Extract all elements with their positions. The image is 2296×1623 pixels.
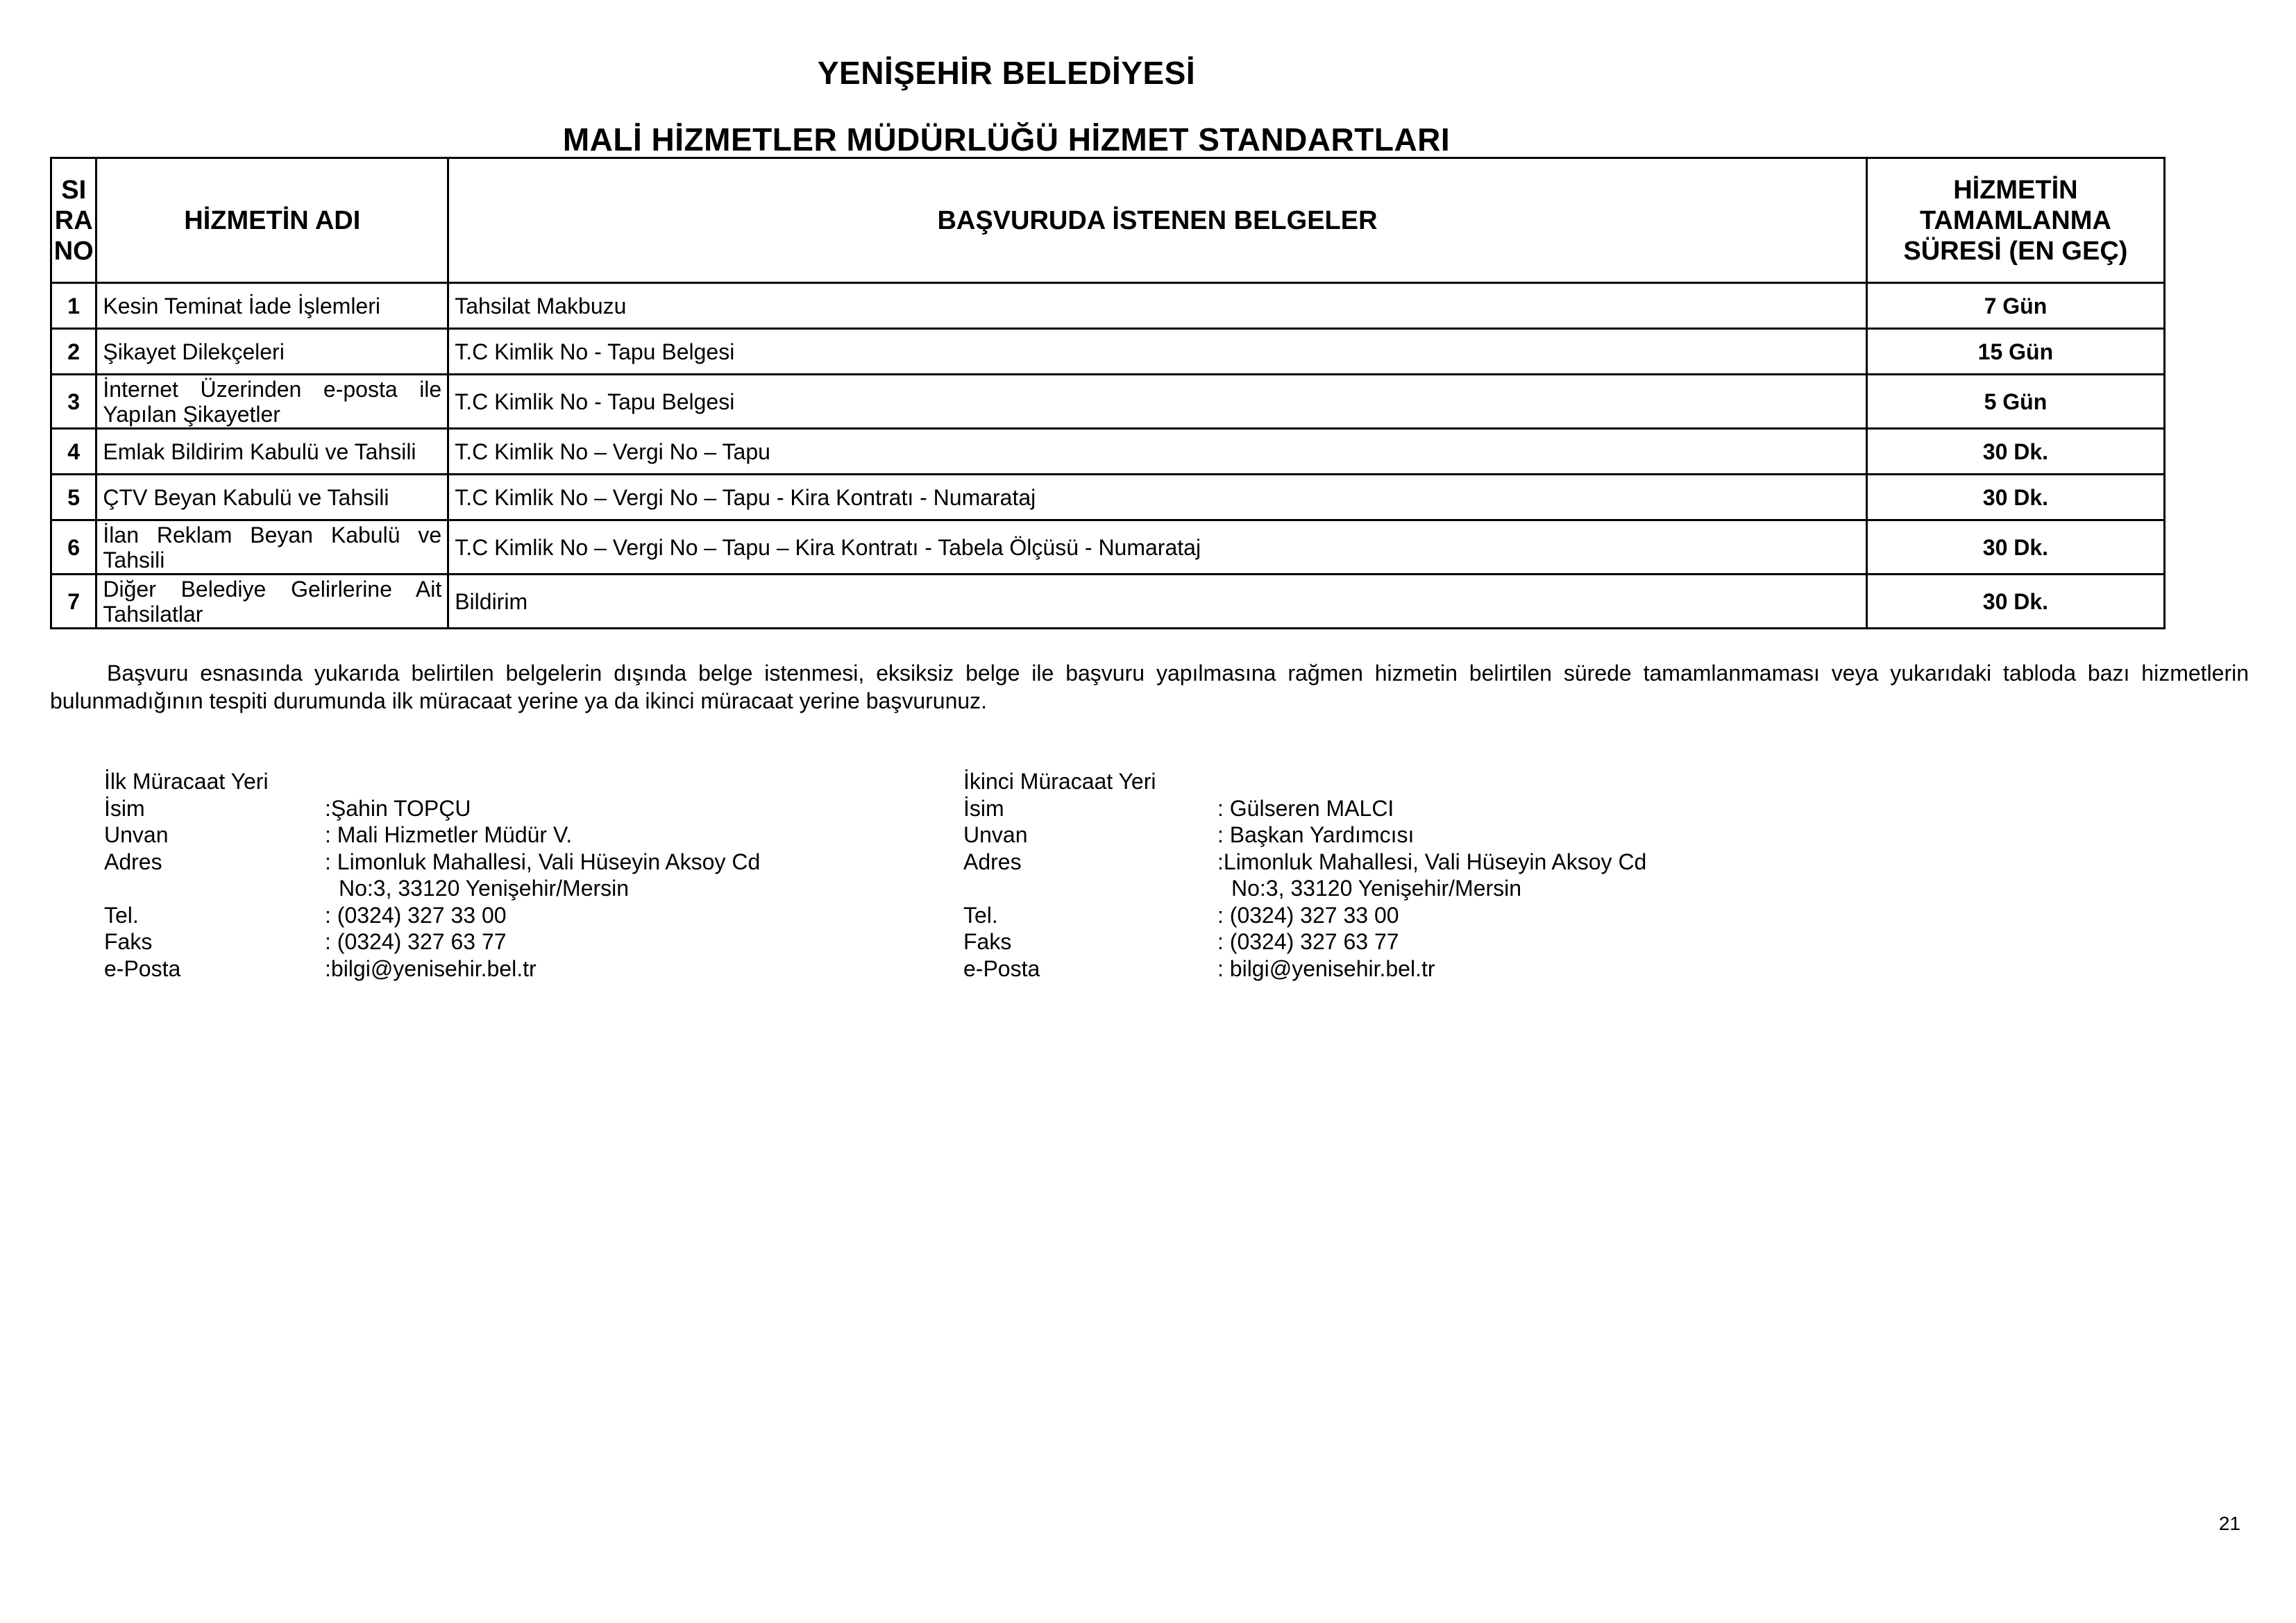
- page-subtitle: MALİ HİZMETLER MÜDÜRLÜĞÜ HİZMET STANDARTLARI: [562, 121, 1451, 158]
- required-documents: T.C Kimlik No - Tapu Belgesi: [448, 375, 1867, 429]
- contact-email: : bilgi@yenisehir.bel.tr: [1217, 955, 1435, 981]
- contact-fax: : (0324) 327 63 77: [1217, 929, 1399, 954]
- contact-address-line2: No:3, 33120 Yenişehir/Mersin: [1231, 876, 1522, 901]
- table-row: [51, 283, 2165, 329]
- service-name: Emlak Bildirim Kabulü ve Tahsili: [96, 429, 448, 475]
- contact-label: e-Posta: [963, 955, 1040, 981]
- service-name: Kesin Teminat İade İşlemleri: [96, 283, 448, 329]
- service-standards-table: [50, 157, 2166, 629]
- contact-name: :Şahin TOPÇU: [325, 795, 471, 821]
- completion-time: 7 Gün: [1866, 283, 2164, 329]
- contact-label: e-Posta: [104, 955, 181, 981]
- completion-time: 30 Dk.: [1866, 520, 2164, 575]
- contact-label: İsim: [104, 795, 145, 821]
- row-number: 2: [51, 329, 96, 375]
- completion-time: 30 Dk.: [1866, 429, 2164, 475]
- required-documents: T.C Kimlik No – Vergi No – Tapu: [448, 429, 1867, 475]
- table-row: [51, 329, 2165, 375]
- table-row: [51, 429, 2165, 475]
- completion-time: 30 Dk.: [1866, 475, 2164, 520]
- service-name: ÇTV Beyan Kabulü ve Tahsili: [96, 475, 448, 520]
- table-row: [51, 475, 2165, 520]
- contact-phone: : (0324) 327 33 00: [1217, 902, 1399, 928]
- contact-title: : Başkan Yardımcısı: [1217, 822, 1415, 847]
- completion-time: 15 Gün: [1866, 329, 2164, 375]
- second-contact-heading: İkinci Müracaat Yeri: [963, 769, 1156, 794]
- row-number: 6: [51, 520, 96, 575]
- instruction-paragraph: Başvuru esnasında yukarıda belirtilen belgelerin dışında belge istenmesi, eksiksiz belge ile başvuru yapılmasına rağmen hizmetin belirtilen sürede tamamlanmaması veya yukarıdaki tabloda bazı hizmetlerin bulunmadığının tespiti durumunda ilk müracaat yerine ya da ikinci müracaat yerine başvurunuz.: [50, 661, 2249, 713]
- contact-address: :Limonluk Mahallesi, Vali Hüseyin Aksoy Cd: [1217, 849, 1647, 874]
- row-number: 1: [51, 283, 96, 329]
- column-header-documents: BAŞVURUDA İSTENEN BELGELER: [448, 158, 1867, 283]
- contact-phone: : (0324) 327 33 00: [325, 902, 507, 928]
- column-header-duration: HİZMETİN TAMAMLANMA SÜRESİ (EN GEÇ): [1866, 158, 2164, 283]
- contact-title: : Mali Hizmetler Müdür V.: [325, 822, 573, 847]
- service-name: Diğer Belediye Gelirlerine Ait Tahsilatlar: [96, 575, 448, 629]
- contact-name: : Gülseren MALCI: [1217, 795, 1394, 821]
- contact-label: Faks: [963, 929, 1012, 954]
- contact-email: :bilgi@yenisehir.bel.tr: [325, 955, 537, 981]
- required-documents: Tahsilat Makbuzu: [448, 283, 1867, 329]
- contact-label: Tel.: [104, 902, 139, 928]
- row-number: 4: [51, 429, 96, 475]
- contact-fax: : (0324) 327 63 77: [325, 929, 507, 954]
- table-row: [51, 575, 2165, 629]
- table-row: [51, 520, 2165, 575]
- completion-time: 30 Dk.: [1866, 575, 2164, 629]
- contact-address: : Limonluk Mahallesi, Vali Hüseyin Aksoy Cd: [325, 849, 761, 874]
- contact-label: Unvan: [963, 822, 1028, 847]
- table-row: [51, 375, 2165, 429]
- service-name: Şikayet Dilekçeleri: [96, 329, 448, 375]
- page-title: YENİŞEHİR BELEDİYESİ: [817, 55, 1196, 91]
- required-documents: T.C Kimlik No – Vergi No – Tapu - Kira Kontratı - Numarataj: [448, 475, 1867, 520]
- contact-label: Tel.: [963, 902, 998, 928]
- service-name: İlan Reklam Beyan Kabulü ve Tahsili: [96, 520, 448, 575]
- page-number: 21: [2218, 1513, 2240, 1534]
- first-contact-heading: İlk Müracaat Yeri: [104, 769, 269, 794]
- first-contact-block: [104, 768, 972, 982]
- contact-label: Adres: [963, 849, 1022, 874]
- contact-address-line2: No:3, 33120 Yenişehir/Mersin: [339, 876, 630, 901]
- second-contact-block: [963, 768, 1866, 982]
- completion-time: 5 Gün: [1866, 375, 2164, 429]
- contact-label: Adres: [104, 849, 162, 874]
- contact-label: Faks: [104, 929, 153, 954]
- column-header-service-name: HİZMETİN ADI: [96, 158, 448, 283]
- row-number: 7: [51, 575, 96, 629]
- required-documents: T.C Kimlik No - Tapu Belgesi: [448, 329, 1867, 375]
- row-number: 5: [51, 475, 96, 520]
- service-name: İnternet Üzerinden e-posta ile Yapılan Şikayetler: [96, 375, 448, 429]
- required-documents: Bildirim: [448, 575, 1867, 629]
- column-header-no: SI RA NO: [51, 158, 96, 283]
- contact-label: Unvan: [104, 822, 169, 847]
- required-documents: T.C Kimlik No – Vergi No – Tapu – Kira Kontratı - Tabela Ölçüsü - Numarataj: [448, 520, 1867, 575]
- row-number: 3: [51, 375, 96, 429]
- contact-label: İsim: [963, 795, 1004, 821]
